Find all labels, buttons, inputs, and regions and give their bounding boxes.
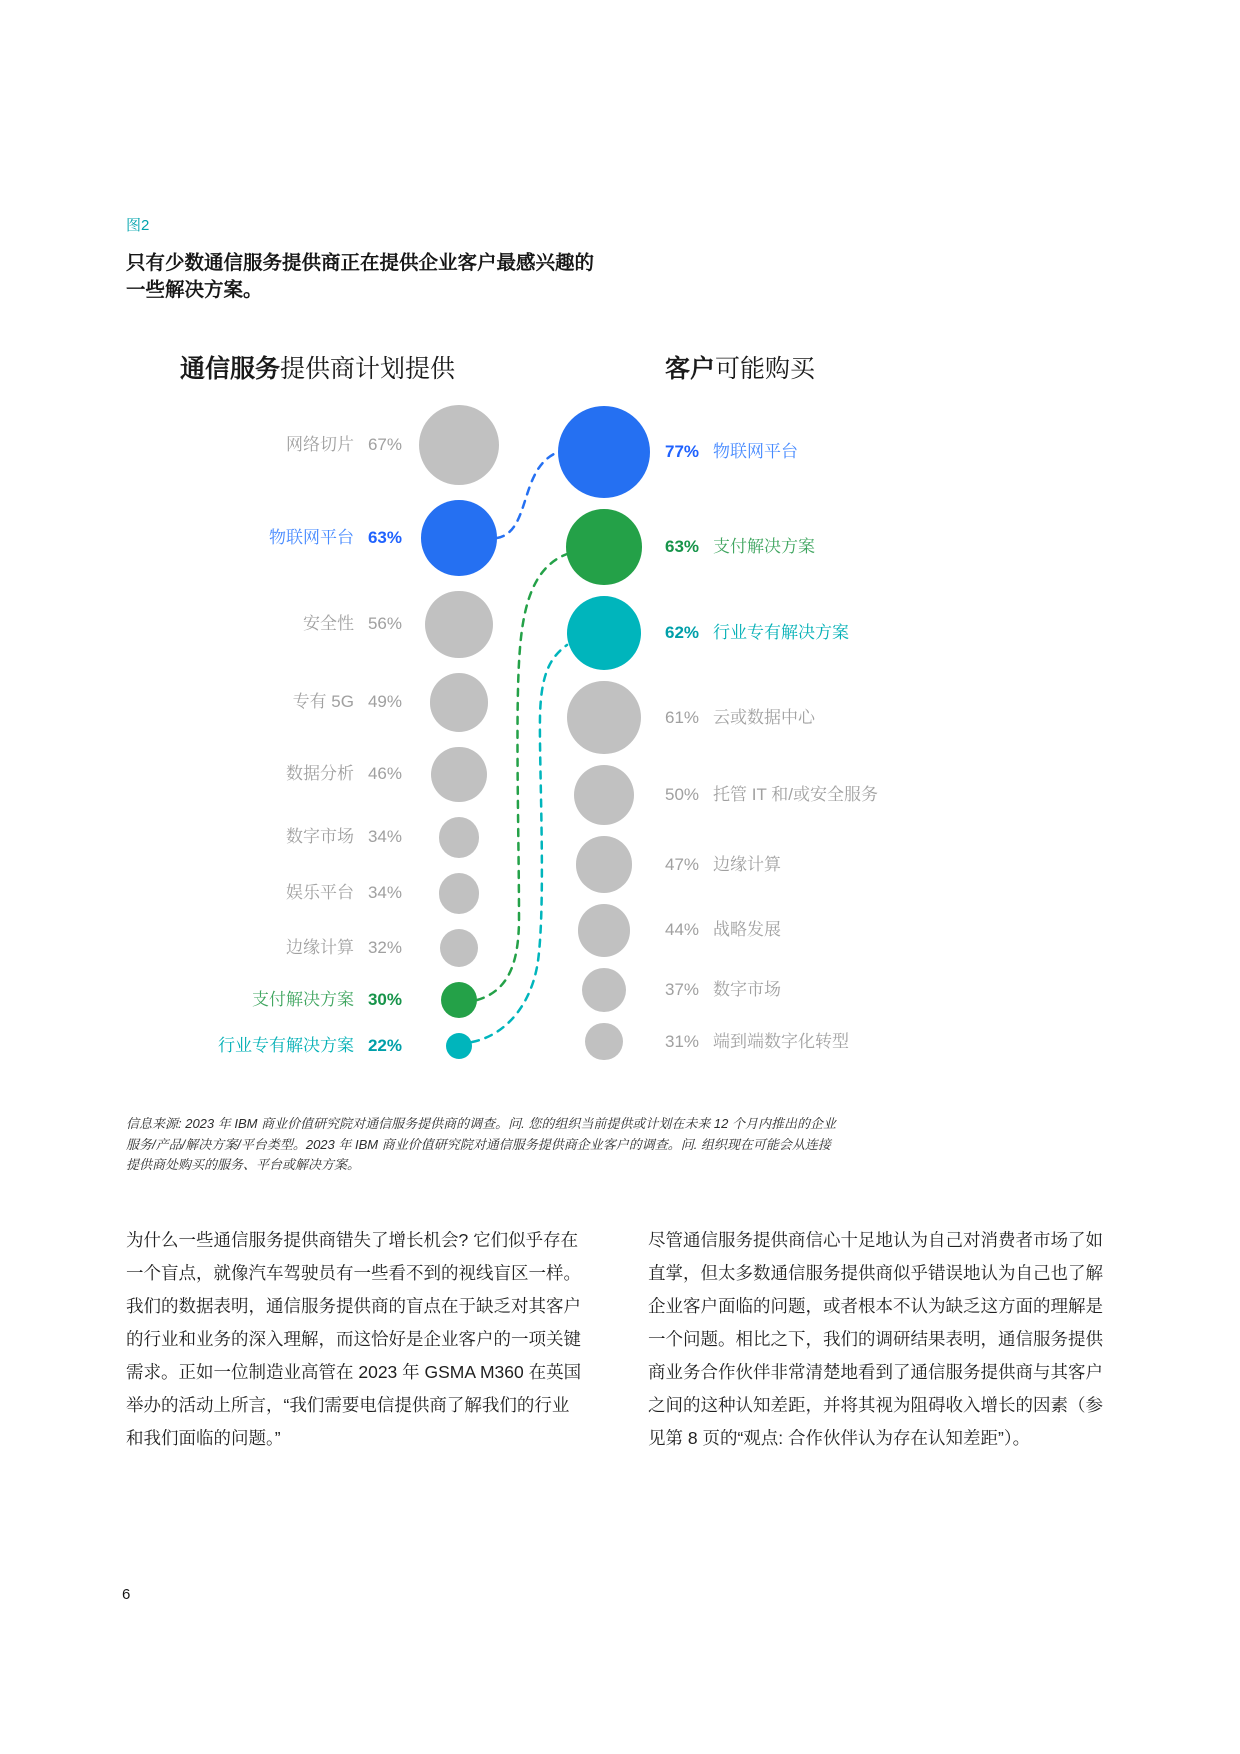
left-bubble-边缘计算: [440, 929, 478, 967]
left-row-label-网络切片: [286, 432, 402, 458]
left-row-label-专有 5G: [293, 689, 402, 715]
left-row-label-边缘计算: [286, 935, 402, 961]
item-value: 46%: [367, 764, 402, 784]
body-paragraph-left: 为什么一些通信服务提供商错失了增长机会? 它们似乎存在一个盲点，就像汽车驾驶员有一些看不到的视线盲区一样。我们的数据表明，通信服务提供商的盲点在于缺乏对其客户的行业和业务的深入理解，而这恰好是企业客户的一项关键需求。正如一位制造业高管在 2023 年 GSMA M360 在英国举办的活动上所言，“我们需要电信提供商了解我们的行业和我们面临的问题。”: [126, 1230, 582, 1448]
left-bubble-支付解决方案: [441, 982, 477, 1018]
right-row-label-云或数据中心: [665, 705, 815, 731]
item-label: 物联网平台: [713, 442, 799, 461]
source-line-1: 信息来源: 2023 年 IBM 商业价值研究院对通信服务提供商的调查。问. 您的组织当前提供或计划在未来 12 个月内推出的企业: [126, 1116, 836, 1131]
item-label: 数字市场: [285, 827, 354, 847]
right-row-label-端到端数字化转型: [665, 1029, 849, 1055]
item-label: 安全性: [302, 614, 354, 634]
item-value: 37%: [665, 979, 700, 999]
item-label: 专有 5G: [292, 692, 354, 712]
figure-title-line1: 只有少数通信服务提供商正在提供企业客户最感兴趣的: [126, 252, 595, 274]
item-label: 战略发展: [713, 920, 782, 940]
left-bubble-专有 5G: [430, 673, 489, 732]
left-bubble-网络切片: [419, 405, 499, 485]
left-bubble-数字市场: [439, 817, 480, 858]
item-label: 数字市场: [713, 979, 782, 999]
left-row-label-安全性: [303, 611, 402, 637]
right-row-label-支付解决方案: [665, 534, 815, 560]
item-label: 支付解决方案: [713, 537, 816, 556]
right-bubble-云或数据中心: [567, 681, 640, 754]
right-bubble-支付解决方案: [566, 509, 642, 585]
left-header-bold: 通信服务: [180, 355, 281, 383]
item-label: 娱乐平台: [285, 883, 354, 903]
left-bubble-物联网平台: [421, 500, 497, 576]
item-label: 行业专有解决方案: [217, 1036, 354, 1056]
left-row-label-数字市场: [286, 824, 402, 850]
item-label: 网络切片: [285, 435, 354, 454]
body-paragraph-right: 尽管通信服务提供商信心十足地认为自己对消费者市场了如直掌，但太多数通信服务提供商似乎错误地认为自己也了解企业客户面临的问题，或者根本不认为缺乏这方面的理解是一个问题。相比之下，我们的调研结果表明，通信服务提供商业务合作伙伴非常清楚地看到了通信服务提供商与其客户之间的这种认知差距，并将其视为阻碍收入增长的因素（参见第 8 页的“观点: 合作伙伴认为存在认知差距”）。: [648, 1230, 1103, 1448]
left-row-label-支付解决方案: [252, 987, 402, 1013]
left-row-label-娱乐平台: [286, 880, 402, 906]
item-value: 30%: [367, 990, 402, 1009]
item-value: 47%: [665, 854, 700, 874]
item-value: 50%: [665, 785, 700, 805]
source-note: [126, 1114, 836, 1176]
item-value: 34%: [367, 883, 402, 903]
left-bubble-数据分析: [431, 747, 486, 802]
figure-title-line2: 一些解决方案。: [126, 279, 263, 301]
left-row-label-物联网平台: [269, 525, 402, 551]
right-header-bold: 客户: [665, 355, 716, 383]
right-bubble-行业专有解决方案: [567, 596, 641, 670]
item-label: 物联网平台: [268, 528, 354, 547]
left-row-label-行业专有解决方案: [218, 1033, 402, 1059]
left-bubble-安全性: [425, 591, 492, 658]
item-label: 行业专有解决方案: [713, 623, 850, 642]
right-row-label-托管 IT 和/或安全服务: [665, 782, 878, 808]
item-label: 托管 IT 和/或安全服务: [713, 785, 879, 805]
left-header-rest: 提供商计划提供: [280, 355, 456, 383]
right-bubble-数字市场: [582, 968, 626, 1012]
link-物联网平台: [497, 453, 556, 538]
item-value: 32%: [367, 937, 402, 957]
item-label: 边缘计算: [713, 854, 782, 874]
right-bubble-端到端数字化转型: [585, 1023, 622, 1060]
item-value: 31%: [665, 1031, 700, 1051]
page-number: 6: [122, 1586, 131, 1603]
left-row-label-数据分析: [286, 761, 402, 787]
item-label: 边缘计算: [285, 937, 354, 957]
item-value: 63%: [665, 537, 700, 556]
left-bubble-行业专有解决方案: [446, 1033, 472, 1059]
left-bubble-娱乐平台: [439, 873, 480, 914]
item-value: 67%: [367, 435, 402, 454]
item-label: 云或数据中心: [713, 707, 816, 727]
item-value: 63%: [367, 528, 402, 547]
item-label: 端到端数字化转型: [713, 1031, 850, 1051]
item-label: 支付解决方案: [251, 990, 354, 1009]
item-label: 数据分析: [285, 764, 354, 784]
right-row-label-数字市场: [665, 977, 781, 1003]
item-value: 56%: [367, 614, 402, 634]
right-bubble-边缘计算: [576, 836, 632, 892]
right-bubble-托管 IT 和/或安全服务: [574, 765, 634, 825]
item-value: 44%: [665, 920, 700, 940]
right-bubble-战略发展: [578, 904, 631, 957]
item-value: 34%: [367, 827, 402, 847]
right-bubble-物联网平台: [558, 406, 650, 498]
source-line-2: 服务/产品/解决方案/平台类型。2023 年 IBM 商业价值研究院对通信服务提供商企业客户的调查。问. 组织现在可能会从连接: [126, 1136, 831, 1152]
source-line-3: 提供商处购买的服务、平台或解决方案。: [126, 1157, 361, 1172]
right-row-label-战略发展: [665, 917, 781, 943]
item-value: 77%: [665, 442, 700, 461]
item-value: 49%: [367, 692, 402, 712]
figure-tag: 图2: [126, 217, 150, 234]
item-value: 62%: [665, 623, 700, 642]
item-value: 61%: [665, 707, 700, 727]
right-header-rest: 可能购买: [715, 355, 816, 383]
item-value: 22%: [367, 1036, 402, 1056]
right-row-label-行业专有解决方案: [665, 620, 849, 646]
right-row-label-物联网平台: [665, 439, 798, 465]
right-row-label-边缘计算: [665, 852, 781, 878]
